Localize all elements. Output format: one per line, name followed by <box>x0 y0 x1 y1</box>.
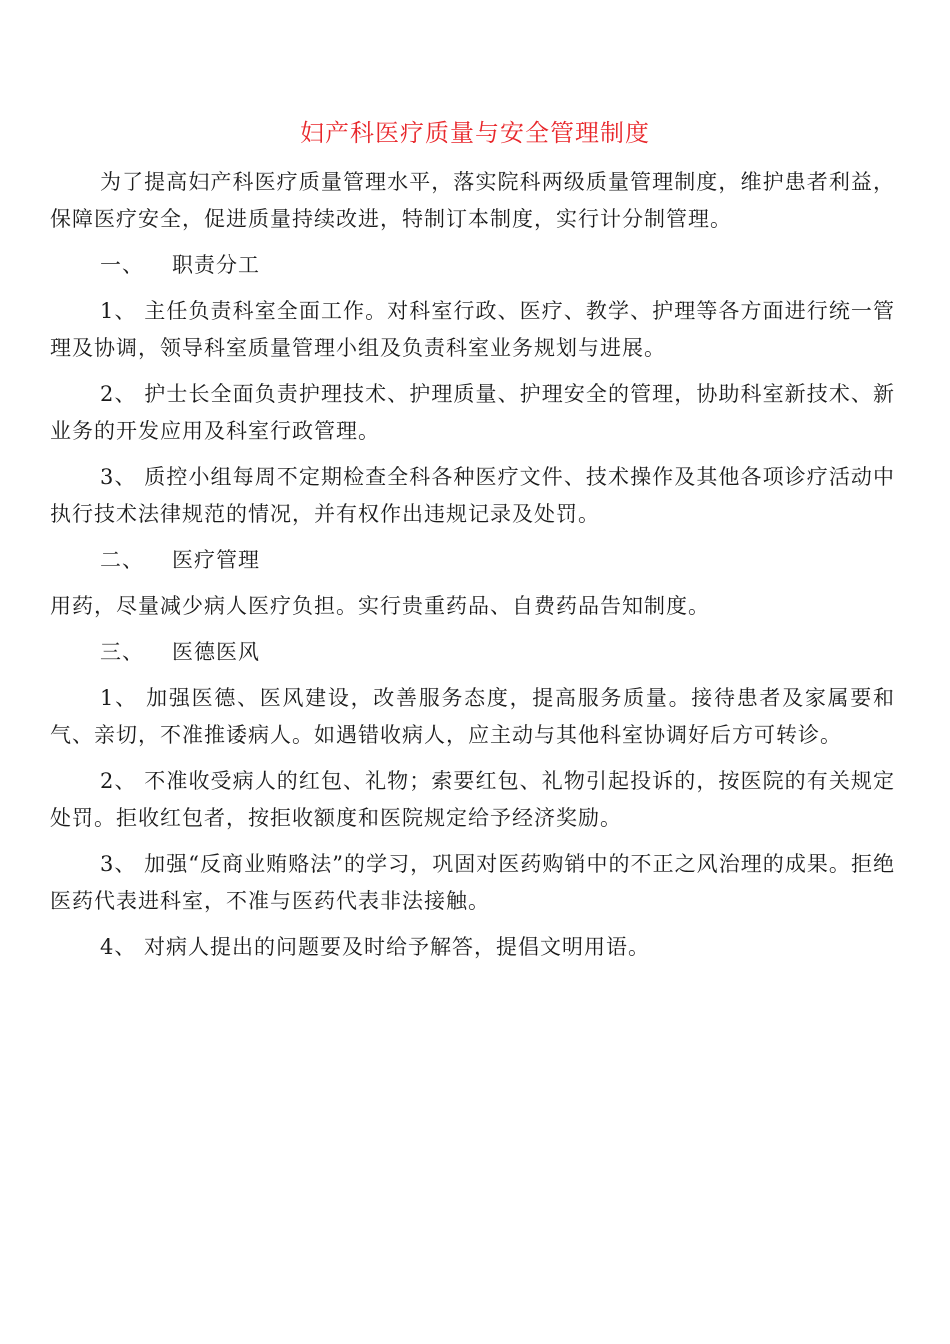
section-number: 二、 <box>100 548 144 572</box>
document-body <box>50 164 895 975</box>
section-3-paragraph-3: 3、 加强“反商业贿赂法”的学习，巩固对医药购销中的不正之风治理的成果。拒绝医药代表进科室，不准与医药代表非法接触。 <box>50 852 895 913</box>
document-title: 妇产科医疗质量与安全管理制度 <box>300 119 650 147</box>
section-heading-3 <box>50 634 895 671</box>
section-3-paragraph-1: 1、 加强医德、医风建设，改善服务态度，提高服务质量。接待患者及家属要和气、亲切，不准推诿病人。如遇错收病人，应主动与其他科室协调好后方可转诊。 <box>50 686 895 747</box>
intro-paragraph: 为了提高妇产科医疗质量管理水平，落实院科两级质量管理制度，维护患者利益，保障医疗安全，促进质量持续改进，特制订本制度，实行计分制管理。 <box>50 170 895 231</box>
section-title: 职责分工 <box>172 253 260 277</box>
section-2-paragraph-1: 用药，尽量减少病人医疗负担。实行贵重药品、自费药品告知制度。 <box>50 594 710 618</box>
section-3-paragraph-2: 2、 不准收受病人的红包、礼物；索要红包、礼物引起投诉的，按医院的有关规定处罚。拒收红包者，按拒收额度和医院规定给予经济奖励。 <box>50 769 895 830</box>
section-1-paragraph-1: 1、 主任负责科室全面工作。对科室行政、医疗、教学、护理等各方面进行统一管理及协调，领导科室质量管理小组及负责科室业务规划与进展。 <box>50 299 895 360</box>
section-number: 三、 <box>100 640 144 664</box>
section-number: 一、 <box>100 253 144 277</box>
section-title: 医疗管理 <box>172 548 260 572</box>
section-1-paragraph-3: 3、 质控小组每周不定期检查全科各种医疗文件、技术操作及其他各项诊疗活动中执行技术法律规范的情况，并有权作出违规记录及处罚。 <box>50 465 895 526</box>
section-1-paragraph-2: 2、 护士长全面负责护理技术、护理质量、护理安全的管理，协助科室新技术、新业务的开发应用及科室行政管理。 <box>50 382 895 443</box>
section-heading-1 <box>50 247 895 284</box>
section-heading-2 <box>50 542 895 579</box>
section-3-paragraph-4: 4、 对病人提出的问题要及时给予解答，提倡文明用语。 <box>100 935 651 959</box>
section-title: 医德医风 <box>172 640 260 664</box>
